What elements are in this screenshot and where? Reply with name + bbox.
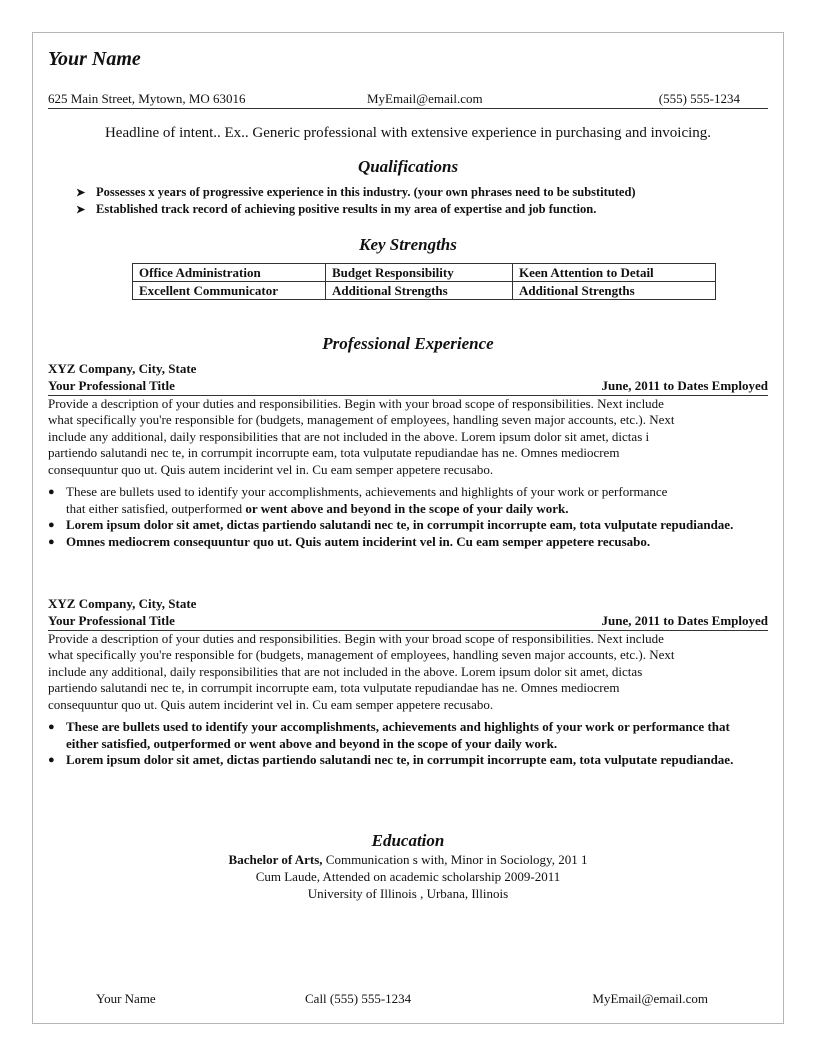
list-item: ● These are bullets used to identify your accomplishments, achievements and highlights of your work or performance that either satisfied, outperformed or went above and beyond in the scope of your daily work. — [48, 484, 668, 516]
list-item: ● These are bullets used to identify your accomplishments, achievements and highlights of your work or performance that either satisfied, outperformed or went above and beyond in the scope of your daily work. — [48, 719, 730, 751]
table-cell: Additional Strengths — [326, 282, 513, 300]
bullet-dot-icon: ● — [48, 535, 55, 548]
bullet-dot-icon: ● — [48, 754, 55, 767]
bullet-dot-icon: ● — [48, 519, 55, 532]
key-strengths-table — [132, 263, 716, 300]
job-dates: June, 2011 to Dates Employed — [601, 378, 768, 393]
table-cell: Keen Attention to Detail — [513, 264, 716, 282]
accomplishment-list — [48, 484, 768, 550]
table-cell: Budget Responsibility — [326, 264, 513, 282]
table-cell: Office Administration — [133, 264, 326, 282]
table-row — [133, 264, 716, 282]
bullet-dot-icon: ● — [48, 721, 55, 733]
footer-name: Your Name — [96, 991, 156, 1006]
experience-title: Professional Experience — [322, 334, 494, 353]
bullet-dot-icon: ● — [48, 486, 55, 498]
address: 625 Main Street, Mytown, MO 63016 — [48, 91, 246, 106]
job-description: Provide a description of your duties and responsibilities. Begin with your broad scope of responsibilities. Next include what specifically you're responsible for (budgets, management of employees, handling seven major accounts, etc.). Next include any additional, daily responsibilities that are not included in the above. Lorem ipsum dolor sit amet, dictas partiendo salutandi nec te, in corrumpit incorrupte eam, tota vulputate repudiandae has ne. Omnes mediocrem consequuntur quo ut. Quis autem inciderint vel in. Cu eam semper appetere recusabo. — [48, 631, 675, 712]
key-strengths-title: Key Strengths — [359, 235, 457, 254]
phone: (555) 555-1234 — [658, 91, 740, 106]
education-honors: Cum Laude, Attended on academic scholarship 2009-2011 — [255, 869, 561, 884]
education-title: Education — [371, 831, 445, 850]
qualification-item: ➤ Established track record of achieving positive results in my area of expertise and job function. — [76, 202, 597, 216]
headline: Headline of intent.. Ex.. Generic professional with extensive experience in purchasing and invoicing. — [104, 125, 712, 141]
job-title: Your Professional Title — [48, 613, 175, 628]
list-item: ● Lorem ipsum dolor sit amet, dictas partiendo salutandi nec te, in corrumpit incorrupte eam, tota vulputate repudiandae. — [48, 752, 734, 768]
table-cell: Additional Strengths — [513, 282, 716, 300]
footer-phone: Call (555) 555-1234 — [305, 991, 412, 1006]
table-cell: Excellent Communicator — [133, 282, 326, 300]
arrow-bullet-icon: ➤ — [76, 187, 86, 199]
accomplishment-list — [48, 719, 768, 769]
qualification-item: ➤ Possesses x years of progressive experience in this industry. (your own phrases need to be substituted) — [76, 185, 636, 199]
resume-name: Your Name — [48, 48, 141, 70]
arrow-bullet-icon: ➤ — [76, 204, 86, 216]
footer-email: MyEmail@email.com — [592, 991, 708, 1006]
job-description: Provide a description of your duties and responsibilities. Begin with your broad scope of responsibilities. Next include what specifically you're responsible for (budgets, management of employees, handling seven major accounts, etc.). Next include any additional, daily responsibilities that are not included in the above. Lorem ipsum dolor sit amet, dictas i partiendo salutandi nec te, in corrumpit incorrupte eam, tota vulputate repudiandae has ne. Omnes mediocrem consequuntur quo ut. Quis autem inciderint vel in. Cu eam semper appetere recusabo. — [48, 396, 675, 477]
email: MyEmail@email.com — [367, 91, 483, 106]
education-school: University of Illinois , Urbana, Illinois — [307, 886, 509, 901]
job-title: Your Professional Title — [48, 378, 175, 393]
qualifications-title: Qualifications — [357, 157, 459, 176]
list-item: ● Lorem ipsum dolor sit amet, dictas partiendo salutandi nec te, in corrumpit incorrupte eam, tota vulputate repudiandae. — [48, 517, 734, 533]
job-dates: June, 2011 to Dates Employed — [601, 613, 768, 628]
header-rule — [48, 108, 768, 109]
list-item: ● Omnes mediocrem consequuntur quo ut. Quis autem inciderint vel in. Cu eam semper appetere recusabo. — [48, 533, 651, 549]
education-degree: Bachelor of Arts, Communication s with, Minor in Sociology, 201 1 — [228, 852, 588, 867]
table-row — [133, 282, 716, 300]
company-name: XYZ Company, City, State — [48, 361, 197, 376]
company-name: XYZ Company, City, State — [48, 596, 197, 611]
